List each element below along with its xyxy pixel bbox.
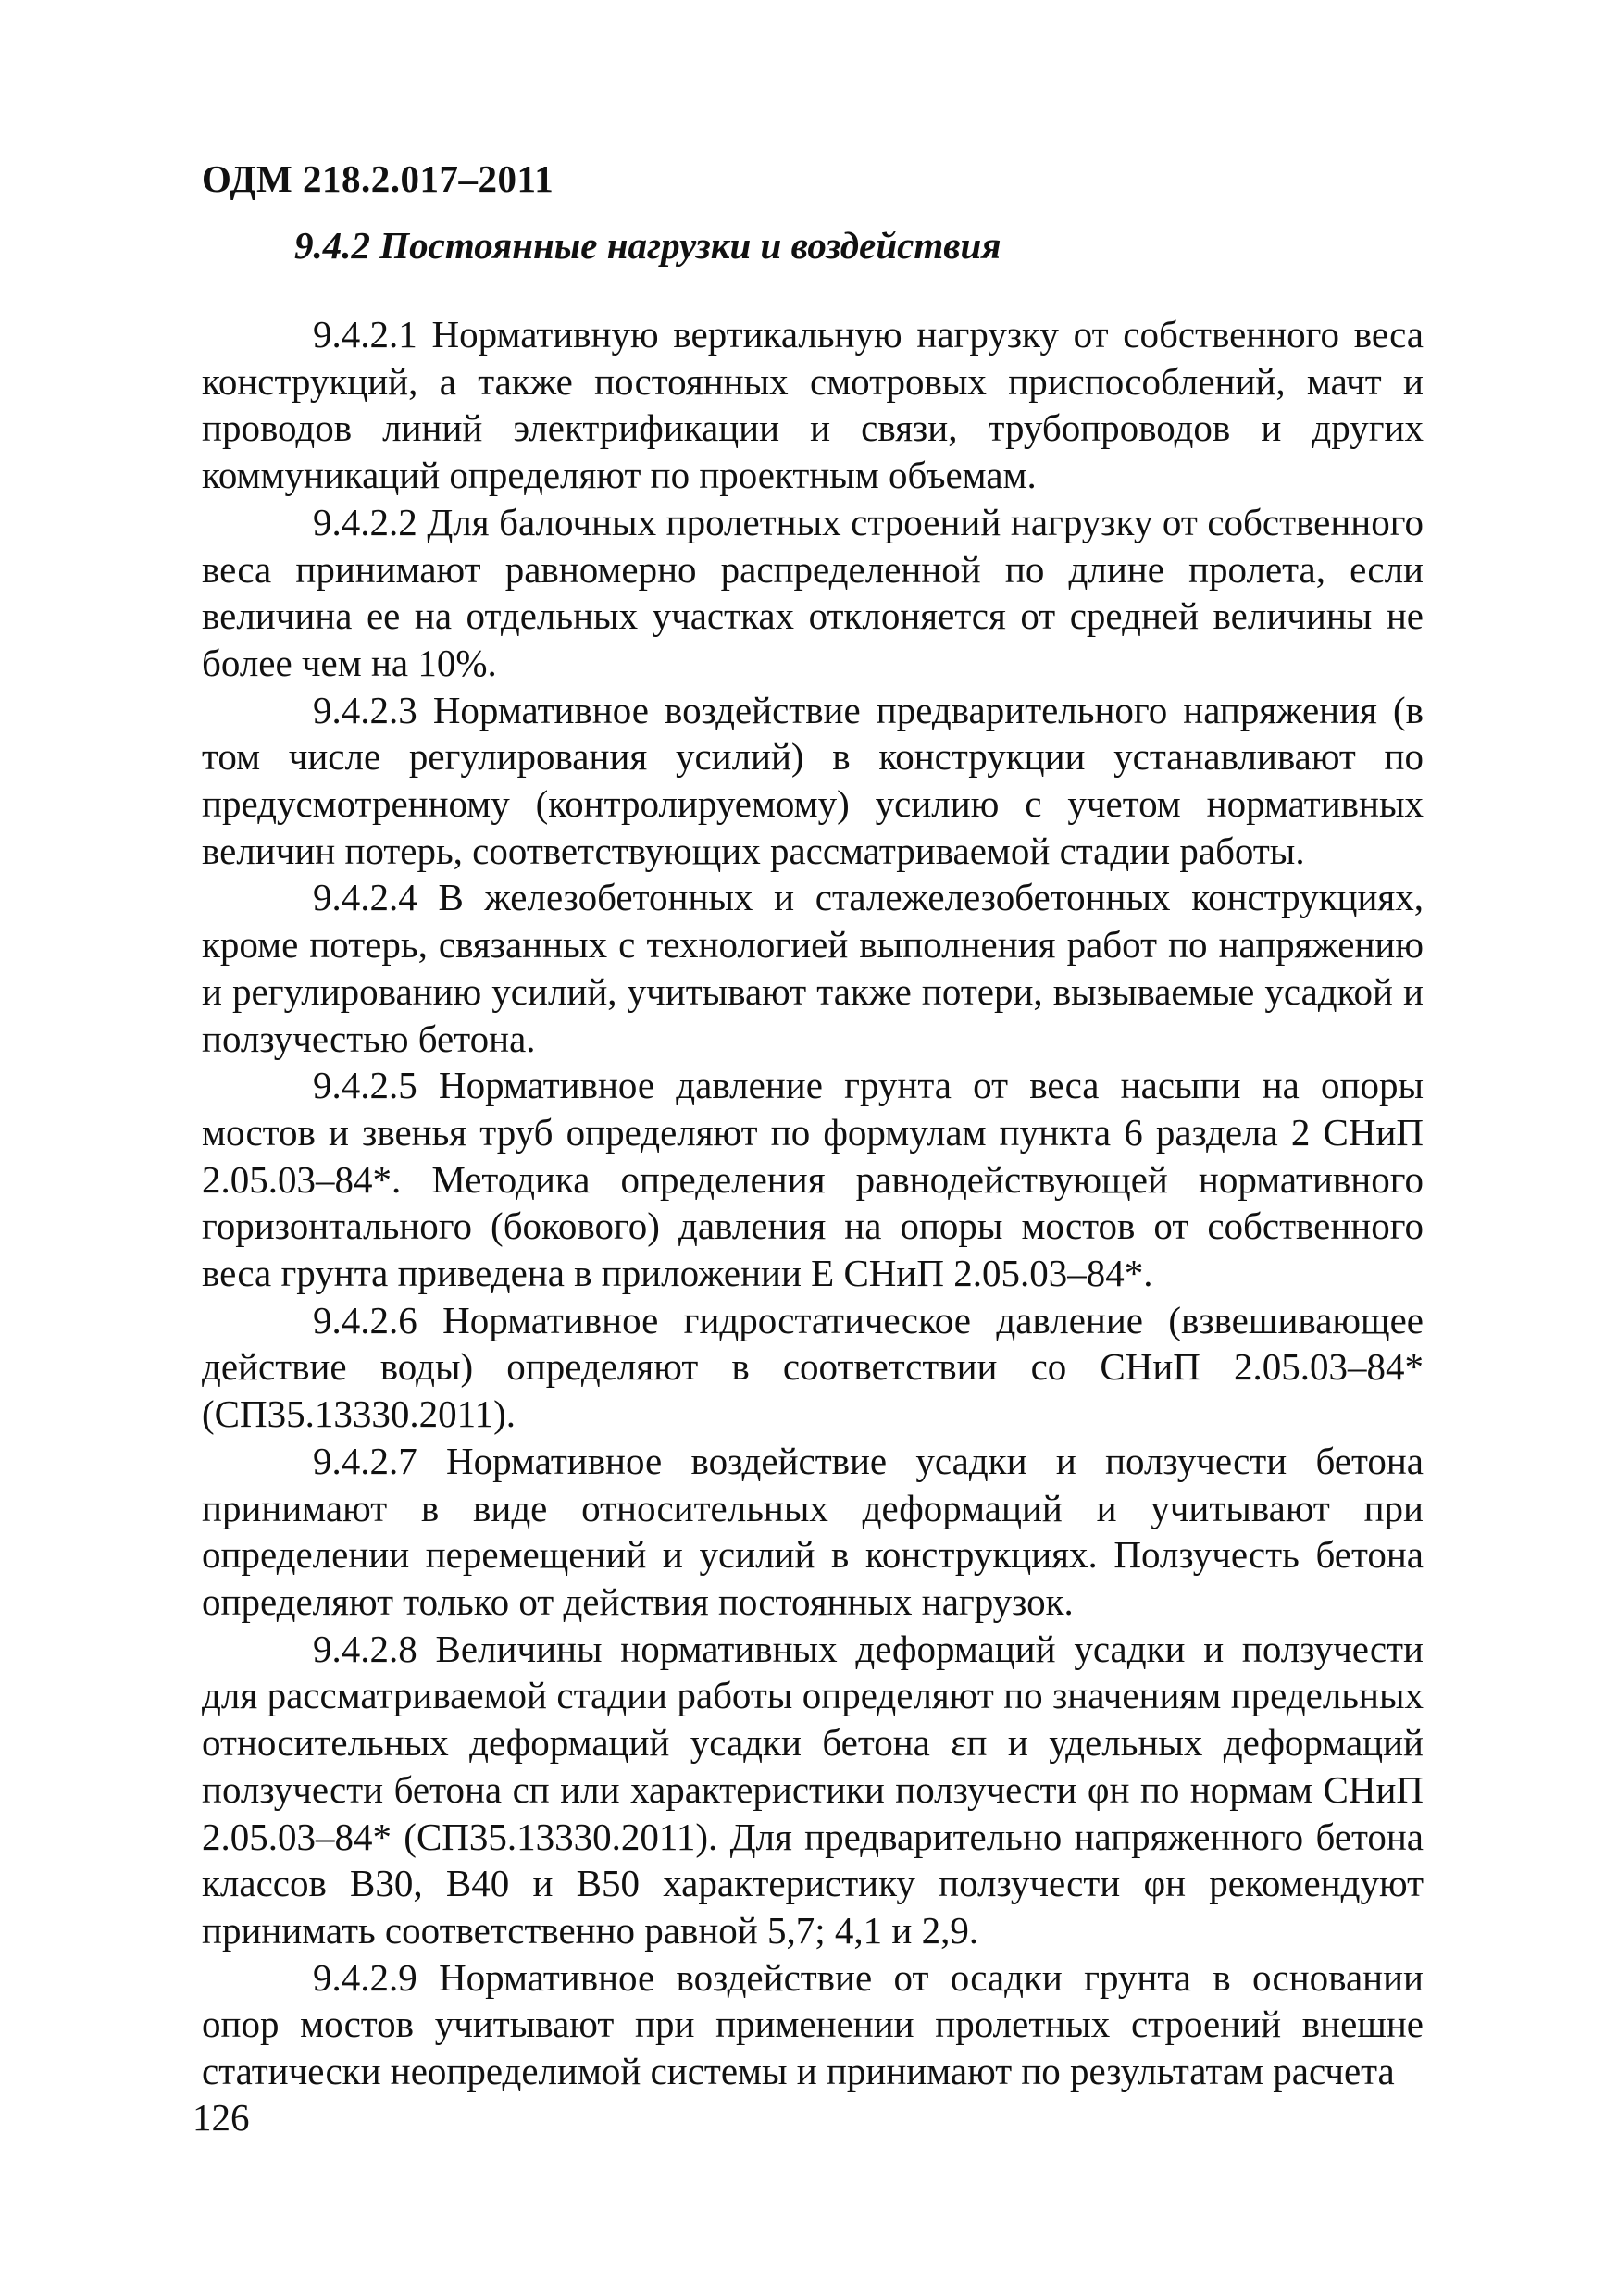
section-title: 9.4.2 Постоянные нагрузки и воздействия: [294, 224, 1001, 267]
body-text: [202, 311, 1424, 2095]
paragraph-9-4-2-1: 9.4.2.1 Нормативную вертикальную нагрузку от собственного веса конструкций, а также постоянных смотровых приспособлений, мачт и проводов линий электрификации и связи, трубопроводов и других коммуникаций определяют по проектным объемам.: [202, 313, 1424, 497]
paragraph-9-4-2-4: 9.4.2.4 В железобетонных и сталежелезобетонных конструкциях, кроме потерь, связанных с технологией выполнения работ по напряжению и регулированию усилий, учитывают также потери, вызываемые усадкой и ползучестью бетона.: [202, 876, 1424, 1060]
document-code: ОДМ 218.2.017–2011: [202, 157, 554, 200]
paragraph-9-4-2-7: 9.4.2.7 Нормативное воздействие усадки и ползучести бетона принимают в виде относительных деформаций и учитывают при определении перемещений и усилий в конструкциях. Ползучесть бетона определяют только от действия постоянных нагрузок.: [202, 1439, 1424, 1623]
document-page: [202, 156, 1424, 2095]
paragraph-9-4-2-5: 9.4.2.5 Нормативное давление грунта от веса насыпи на опоры мостов и звенья труб определяют по формулам пункта 6 раздела 2 СНиП 2.05.03–84*. Методика определения равнодействующей нормативного горизонтального (бокового) давления на опоры мостов от собственного веса грунта приведена в приложении Е СНиП 2.05.03–84*.: [202, 1064, 1424, 1295]
page-number: 126: [193, 2096, 250, 2139]
paragraph-9-4-2-8: 9.4.2.8 Величины нормативных деформаций усадки и ползучести для рассматриваемой стадии работы определяют по значениям предельных относительных деформаций усадки бетона εп и удельных деформаций ползучести бетона сп или характеристики ползучести φн по нормам СНиП 2.05.03–84* (СП35.13330.2011). Для предварительно напряженного бетона классов В30, В40 и В50 характеристику ползучести φн рекомендуют принимать соответственно равной 5,7; 4,1 и 2,9.: [202, 1627, 1424, 1952]
paragraph-9-4-2-9: 9.4.2.9 Нормативное воздействие от осадки грунта в основании опор мостов учитывают при применении пролетных строений внешне статически неопределимой системы и принимают по результатам расчета: [202, 1955, 1424, 2093]
paragraph-9-4-2-3: 9.4.2.3 Нормативное воздействие предварительного напряжения (в том числе регулирования усилий) в конструкции устанавливают по предусмотренному (контролируемому) усилию с учетом нормативных величин потерь, соответствующих рассматриваемой стадии работы.: [202, 688, 1424, 872]
paragraph-9-4-2-6: 9.4.2.6 Нормативное гидростатическое давление (взвешивающее действие воды) определяют в соответствии со СНиП 2.05.03–84* (СП35.13330.2011).: [202, 1298, 1424, 1436]
paragraph-9-4-2-2: 9.4.2.2 Для балочных пролетных строений нагрузку от собственного веса принимают равномерно распределенной по длине пролета, если величина ее на отдельных участках отклоняется от средней величины не более чем на 10%.: [202, 500, 1424, 684]
